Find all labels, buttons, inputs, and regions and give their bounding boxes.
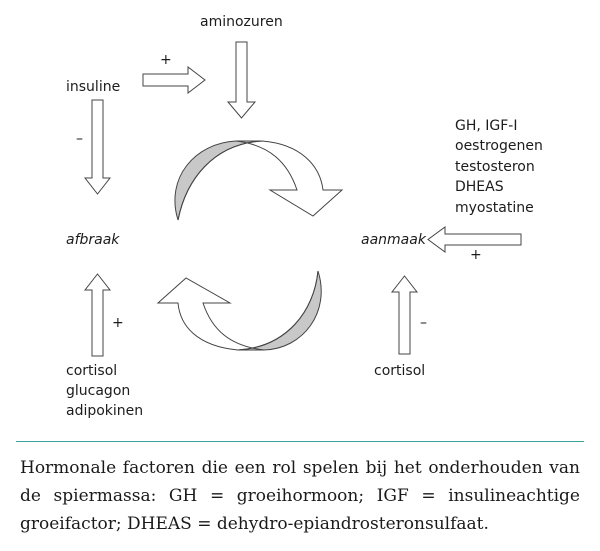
insuline-right-arrow <box>143 67 205 93</box>
top-curl-inner <box>175 141 262 220</box>
aminozuren-label: aminozuren <box>200 14 283 30</box>
top-curved-arrow <box>175 141 342 220</box>
bottom-curved-arrow <box>158 271 321 350</box>
right-factor-oestrogenen: oestrogenen <box>455 138 543 154</box>
bottom-curl-inner <box>238 271 321 350</box>
insuline-label: insuline <box>66 79 121 95</box>
afbraak-label: afbraak <box>66 232 120 248</box>
sign-left-bottom-afbraak: + <box>112 315 124 331</box>
sign-factors-aanmaak: + <box>470 247 482 263</box>
caption-divider <box>16 441 584 442</box>
right-factor-cortisol: cortisol <box>374 363 426 379</box>
aanmaak-label: aanmaak <box>361 232 426 248</box>
sign-insuline-aminozuren: + <box>160 52 172 68</box>
left-factor-glucagon: glucagon <box>66 383 131 399</box>
figure-caption: Hormonale factoren die een rol spelen bij het onderhouden van de spiermassa: GH = groeihormoon; IGF = insulineachtige groeifactor; DHEAS = dehydro-epiandrosteronsulfaat. <box>20 458 580 534</box>
sign-insuline-afbraak: – <box>76 131 83 147</box>
right-factor-gh-igf: GH, IGF-I <box>455 118 518 134</box>
right-factor-dheas: DHEAS <box>455 179 504 195</box>
insuline-down-arrow <box>85 100 110 194</box>
right-factor-testosteron: testosteron <box>455 159 535 175</box>
aminozuren-down-arrow <box>228 42 255 118</box>
right-factor-myostatine: myostatine <box>455 200 534 216</box>
cortisol-right-up-arrow <box>392 276 417 354</box>
left-factor-cortisol: cortisol <box>66 363 118 379</box>
left-factor-adipokinen: adipokinen <box>66 403 144 419</box>
sign-cortisol-aanmaak: – <box>420 315 427 331</box>
cortisol-left-up-arrow <box>85 274 110 356</box>
